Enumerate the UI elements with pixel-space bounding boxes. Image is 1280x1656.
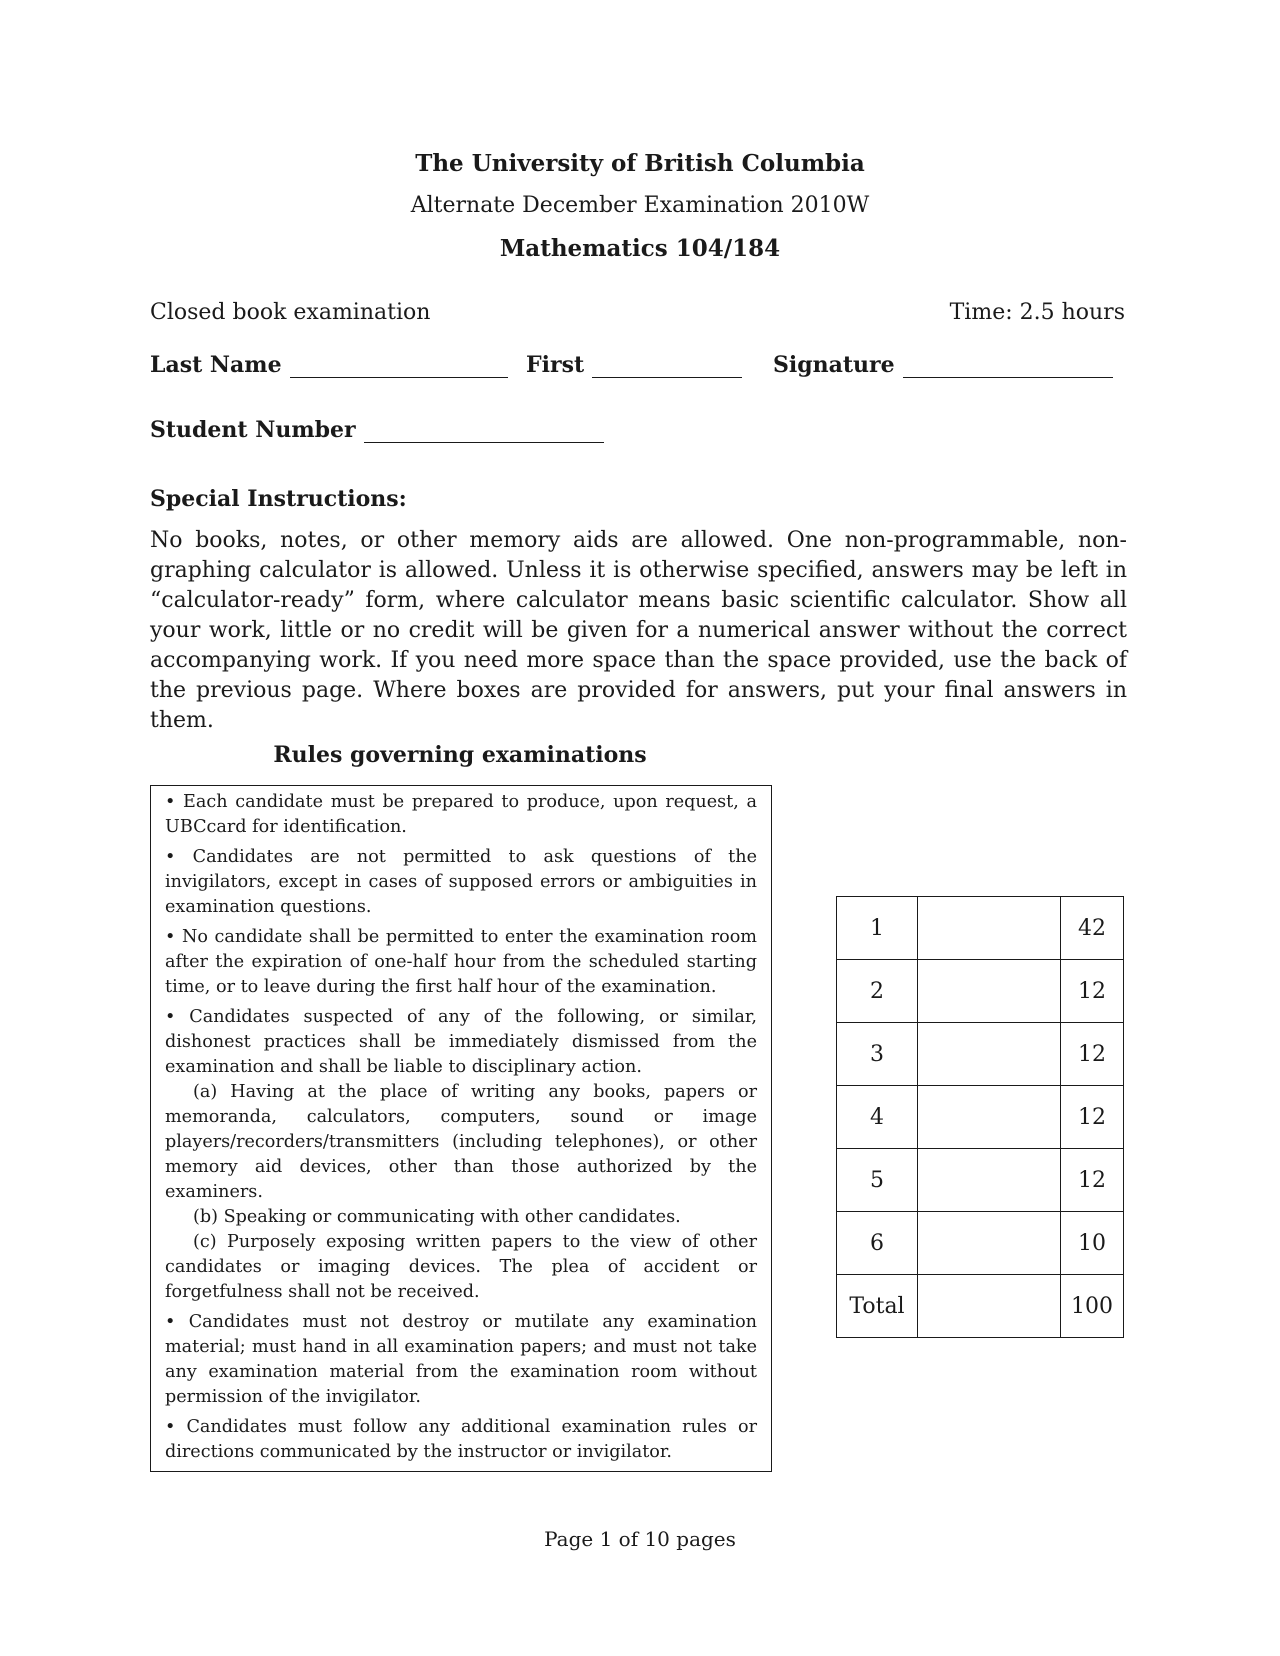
rule-item-dishonest [165,1005,757,1305]
question-points: 42 [1061,897,1124,960]
first-name-label: First [526,352,585,378]
rule-item: • Candidates must follow any additional examination rules or directions communicated by the instructor or invigilator. [165,1417,757,1462]
question-points: 10 [1061,1212,1124,1275]
score-cell [918,960,1061,1023]
question-number: 4 [837,1086,918,1149]
rule-item: • Candidates must not destroy or mutilate any examination material; must hand in all examination papers; and must not take any examination material from the examination room without permission of the invigilator. [165,1312,757,1407]
rules-heading: Rules governing examinations [273,742,647,768]
rule-item: • Candidates suspected of any of the following, or similar, dishonest practices shall be immediately dismissed from the examination and shall be liable to disciplinary action. [165,1007,757,1077]
signature-blank[interactable] [903,359,1113,378]
question-points: 12 [1061,1149,1124,1212]
rules-box [150,785,772,1472]
score-table [836,896,1124,1338]
table-row [837,897,1124,960]
special-instructions-text: No books, notes, or other memory aids are allowed. One non-programmable, non-graphing calculator is allowed. Unless it is otherwise specified, answers may be left in “calculator-ready” form, where calculator means basic scientific calculator. Show all your work, little or no credit will be given for a numerical answer without the correct accompanying work. If you need more space than the space provided, use the back of the previous page. Where boxes are provided for answers, put your final answers in them. [150,528,1127,733]
student-number-blank[interactable] [364,424,604,443]
university-title: The University of British Columbia [415,150,865,177]
table-row [837,1086,1124,1149]
student-number-label: Student Number [150,417,356,443]
student-number-field [150,417,604,443]
course-title: Mathematics 104/184 [499,235,781,262]
first-name-blank[interactable] [592,359,742,378]
rule-item: • Each candidate must be prepared to produce, upon request, a UBCcard for identification. [165,792,757,837]
question-points: 12 [1061,960,1124,1023]
first-name-field [526,352,742,378]
rule-item: • No candidate shall be permitted to enter the examination room after the expiration of one-half hour from the scheduled starting time, or to leave during the first half hour of the examination. [165,927,757,997]
score-cell [918,1149,1061,1212]
rule-sub-item: (a) Having at the place of writing any books, papers or memoranda, calculators, computers, sound or image players/recorders/transmitters (including telephones), or other memory aid devices, other than those authorized by the examiners. [165,1082,757,1202]
exam-subtitle: Alternate December Examination 2010W [410,193,870,218]
question-points: 12 [1061,1023,1124,1086]
book-type-label: Closed book examination [150,300,431,325]
table-row [837,1149,1124,1212]
rule-item: • Candidates are not permitted to ask questions of the invigilators, except in cases of supposed errors or ambiguities in examination questions. [165,847,757,917]
score-cell [918,897,1061,960]
last-name-label: Last Name [150,352,282,378]
question-number: 3 [837,1023,918,1086]
score-cell [918,1275,1061,1338]
table-row [837,1212,1124,1275]
total-label: Total [837,1275,918,1338]
last-name-blank[interactable] [290,359,508,378]
signature-label: Signature [773,352,895,378]
table-row [837,960,1124,1023]
score-cell [918,1212,1061,1275]
question-number: 1 [837,897,918,960]
signature-field [773,352,1113,378]
question-number: 5 [837,1149,918,1212]
rule-sub-item: (c) Purposely exposing written papers to the view of other candidates or imaging devices. The plea of accident or forgetfulness shall not be received. [165,1232,757,1302]
total-points: 100 [1061,1275,1124,1338]
question-points: 12 [1061,1086,1124,1149]
table-row-total [837,1275,1124,1338]
page-number: Page 1 of 10 pages [544,1527,736,1551]
question-number: 6 [837,1212,918,1275]
question-number: 2 [837,960,918,1023]
table-row [837,1023,1124,1086]
rule-sub-item: (b) Speaking or communicating with other candidates. [193,1207,681,1227]
score-cell [918,1023,1061,1086]
special-instructions-heading: Special Instructions: [150,486,407,512]
last-name-field [150,352,508,378]
score-cell [918,1086,1061,1149]
time-label: Time: 2.5 hours [949,300,1125,325]
